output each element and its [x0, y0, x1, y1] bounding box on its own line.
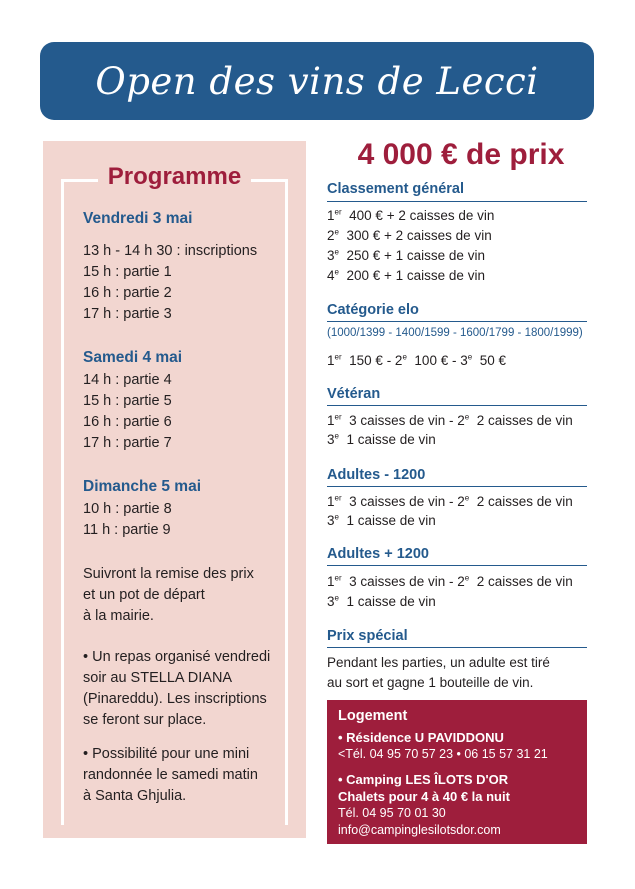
- schedule-line: 17 h : partie 7: [83, 435, 172, 451]
- section-title-special: Prix spécial: [327, 628, 408, 644]
- event-title: Open des vins de Lecci: [95, 59, 539, 103]
- prize-row: 1er 400 € + 2 caisses de vin: [327, 207, 495, 223]
- residence-phone: <Tél. 04 95 70 57 23 • 06 15 57 31 21: [338, 747, 548, 761]
- title-banner: [40, 42, 594, 120]
- dinner-note: • Un repas organisé vendredi soir au STELLA DIANA (Pinareddu). Les inscriptions se feront sur place.: [83, 649, 271, 728]
- lodging-title: Logement: [338, 708, 408, 724]
- programme-panel: [43, 141, 306, 838]
- prize-row: 3e 1 caisse de vin: [327, 431, 436, 447]
- programme-title: Programme: [98, 163, 251, 191]
- schedule-line: 10 h : partie 8: [83, 501, 172, 517]
- section-title-adultes-moins: Adultes - 1200: [327, 467, 426, 483]
- prize-row: 1er 150 € - 2e 100 € - 3e 50 €: [327, 352, 506, 368]
- section-divider: [327, 201, 587, 202]
- section-divider: [327, 321, 587, 322]
- special-line: Pendant les parties, un adulte est tiré: [327, 655, 550, 670]
- prize-row: 2e 300 € + 2 caisses de vin: [327, 227, 492, 243]
- lodging-box: [327, 700, 587, 844]
- schedule-line: 15 h : partie 1: [83, 264, 172, 280]
- section-title-elo: Catégorie elo: [327, 302, 419, 318]
- residence-name: • Résidence U PAVIDDONU: [338, 730, 504, 745]
- prize-row: 3e 1 caisse de vin: [327, 593, 436, 609]
- closing-note: Suivront la remise des prix et un pot de départ à la mairie.: [83, 566, 254, 624]
- camping-chalets: Chalets pour 4 à 40 € la nuit: [338, 789, 510, 804]
- section-title-classement: Classement général: [327, 181, 465, 197]
- schedule-line: 13 h - 14 h 30 : inscriptions: [83, 243, 258, 259]
- prize-row: 4e 200 € + 1 caisse de vin: [327, 267, 485, 283]
- section-divider: [327, 405, 587, 406]
- schedule-line: 11 h : partie 9: [83, 522, 171, 538]
- prize-row: 1er 3 caisses de vin - 2e 2 caisses de vin: [327, 412, 573, 428]
- section-divider: [327, 486, 587, 487]
- section-title-veteran: Vétéran: [327, 386, 381, 402]
- prize-row: 3e 250 € + 1 caisse de vin: [327, 247, 485, 263]
- elo-ranges: (1000/1399 - 1400/1599 - 1600/1799 - 1800/1999): [327, 327, 583, 339]
- section-title-adultes-plus: Adultes + 1200: [327, 546, 429, 562]
- prize-row: 1er 3 caisses de vin - 2e 2 caisses de vin: [327, 573, 573, 589]
- schedule-line: 17 h : partie 3: [83, 306, 172, 322]
- camping-name: • Camping LES ÎLOTS D'OR: [338, 772, 509, 787]
- section-divider: [327, 647, 587, 648]
- schedule-line: 15 h : partie 5: [83, 393, 172, 409]
- day-heading-friday: Vendredi 3 mai: [83, 210, 193, 227]
- schedule-line: 16 h : partie 2: [83, 285, 172, 301]
- camping-phone: Tél. 04 95 70 01 30: [338, 806, 446, 820]
- section-divider: [327, 565, 587, 566]
- schedule-line: 14 h : partie 4: [83, 372, 172, 388]
- day-heading-saturday: Samedi 4 mai: [83, 349, 183, 366]
- schedule-line: 16 h : partie 6: [83, 414, 172, 430]
- prize-row: 1er 3 caisses de vin - 2e 2 caisses de vin: [327, 493, 573, 509]
- day-heading-sunday: Dimanche 5 mai: [83, 478, 202, 495]
- prize-total-title: 4 000 € de prix: [357, 138, 565, 171]
- special-line: au sort et gagne 1 bouteille de vin.: [327, 675, 534, 690]
- camping-email: info@campinglesilotsdor.com: [338, 823, 501, 837]
- hike-note: • Possibilité pour une mini randonnée le samedi matin à Santa Ghjulia.: [83, 746, 258, 804]
- prize-row: 3e 1 caisse de vin: [327, 512, 436, 528]
